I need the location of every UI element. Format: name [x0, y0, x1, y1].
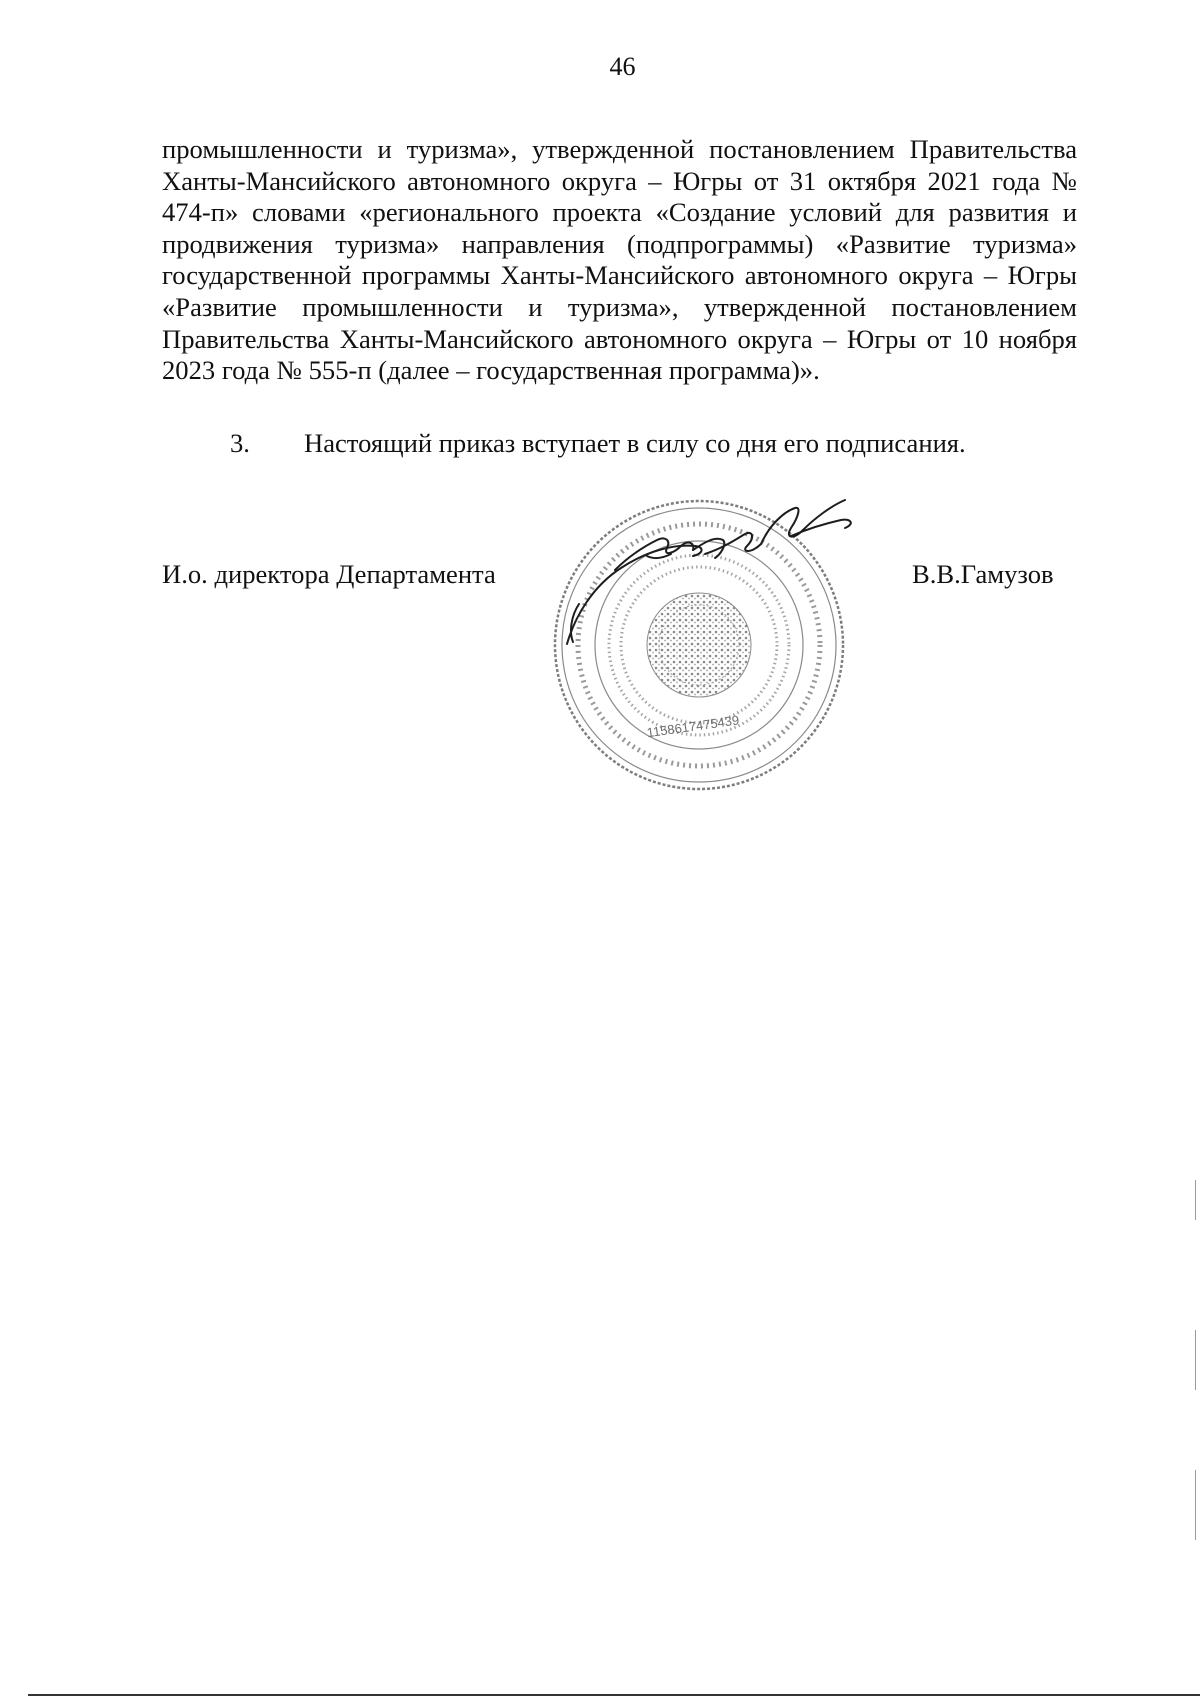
handwritten-signature-icon	[555, 496, 895, 656]
body-paragraph: промышленности и туризма», утвержденной постановлением Правительства Ханты-Мансийского автономного округа – Югры от 31 октября 2021 года № 474-п» словами «регионального проекта «Создание условий для развития и продвижения туризма» направления (подпрограммы) «Развитие туризма» государственной программы Ханты-Мансийского автономного округа – Югры «Развитие промышленности и туризма», утвержденной постановлением Правительства Ханты-Мансийского автономного округа – Югры от 10 ноября 2023 года № 555-п (далее – государственная программа)».	[162, 134, 1077, 386]
page-bottom-rule	[28, 1694, 1200, 1696]
scan-edge-mark	[1195, 1330, 1196, 1390]
page-number: 46	[609, 52, 636, 81]
list-item-3	[230, 428, 966, 459]
scan-edge-mark	[1195, 1180, 1196, 1220]
signatory-title: И.о. директора Департамента	[162, 559, 496, 589]
scan-edge-mark	[1195, 1470, 1196, 1540]
signatory-name: В.В.Гамузов	[912, 559, 1054, 589]
list-item-text: Настоящий приказ вступает в силу со дня его подписания.	[304, 428, 966, 458]
list-item-number: 3.	[230, 428, 250, 458]
seal-digits: 1158617475439	[645, 712, 741, 741]
